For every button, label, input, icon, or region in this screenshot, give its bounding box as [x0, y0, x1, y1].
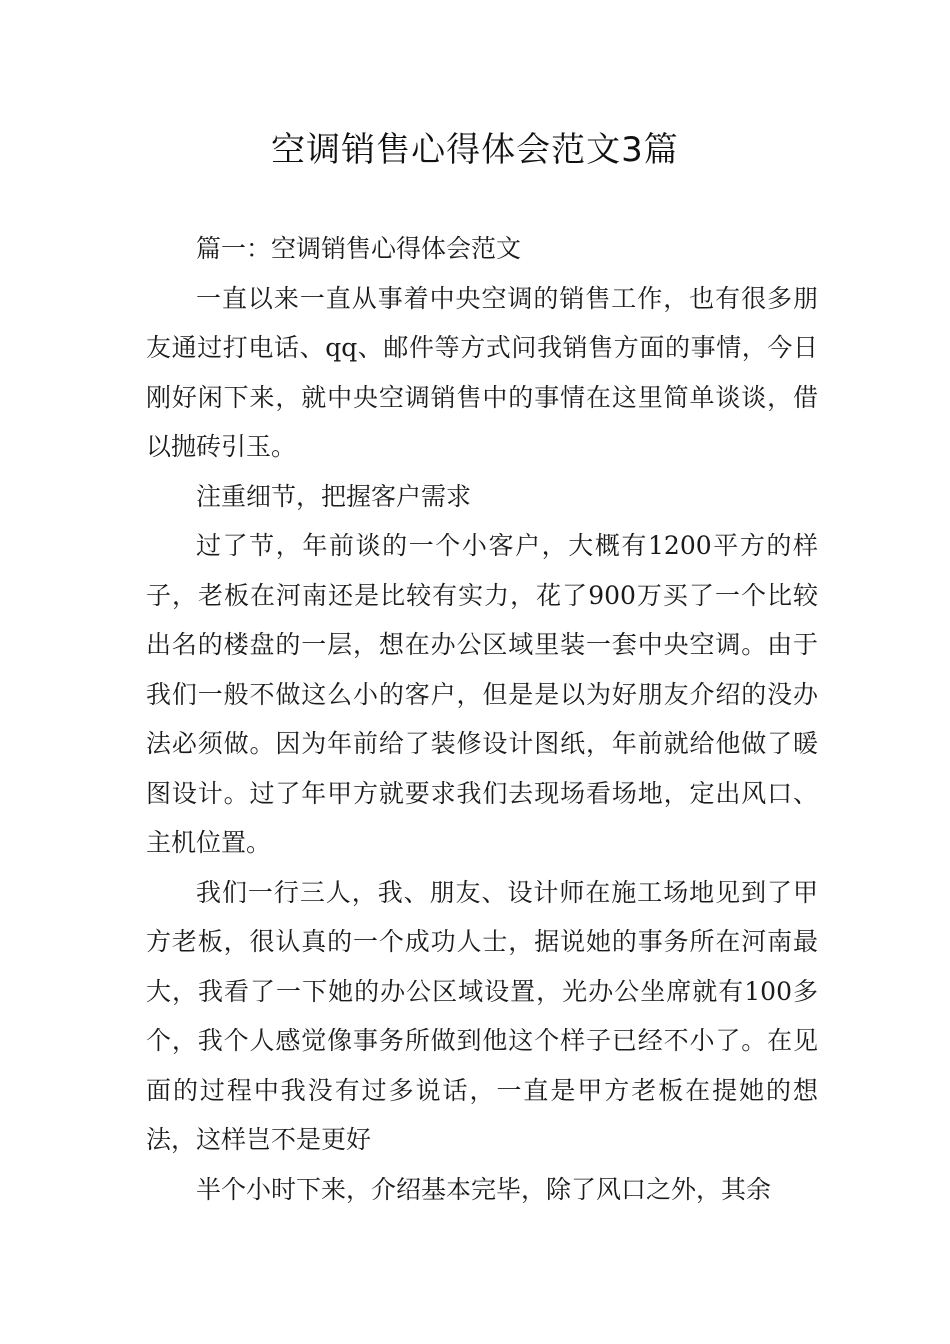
document-body [146, 224, 818, 1214]
body-paragraph: 半个小时下来，介绍基本完毕，除了风口之外，其余 [196, 1174, 772, 1204]
body-paragraph: 一直以来一直从事着中央空调的销售工作，也有很多朋友通过打电话、qq、邮件等方式问我销售方面的事情，今日刚好闲下来，就中央空调销售中的事情在这里简单谈谈，借以抛砖引玉。 [146, 283, 818, 461]
document-title: 空调销售心得体会范文3篇 [271, 130, 679, 170]
section-heading: 篇一：空调销售心得体会范文 [196, 234, 522, 263]
sub-heading: 注重细节，把握客户需求 [196, 481, 472, 511]
body-paragraph: 我们一行三人，我、朋友、设计师在施工场地见到了甲方老板，很认真的一个成功人士，据说她的事务所在河南最大，我看了一下她的办公区域设置，光办公坐席就有100多个，我个人感觉像事务所做到他这个样子已经不小了。在见面的过程中我没有过多说话，一直是甲方老板在提她的想法，这样岂不是更好 [146, 877, 818, 1154]
body-paragraph: 过了节，年前谈的一个小客户，大概有1200平方的样子，老板在河南还是比较有实力，花了900万买了一个比较出名的楼盘的一层，想在办公区域里装一套中央空调。由于我们一般不做这么小的客户，但是是以为好朋友介绍的没办法必须做。因为年前给了装修设计图纸，年前就给他做了暖图设计。过了年甲方就要求我们去现场看场地，定出风口、主机位置。 [146, 531, 818, 857]
